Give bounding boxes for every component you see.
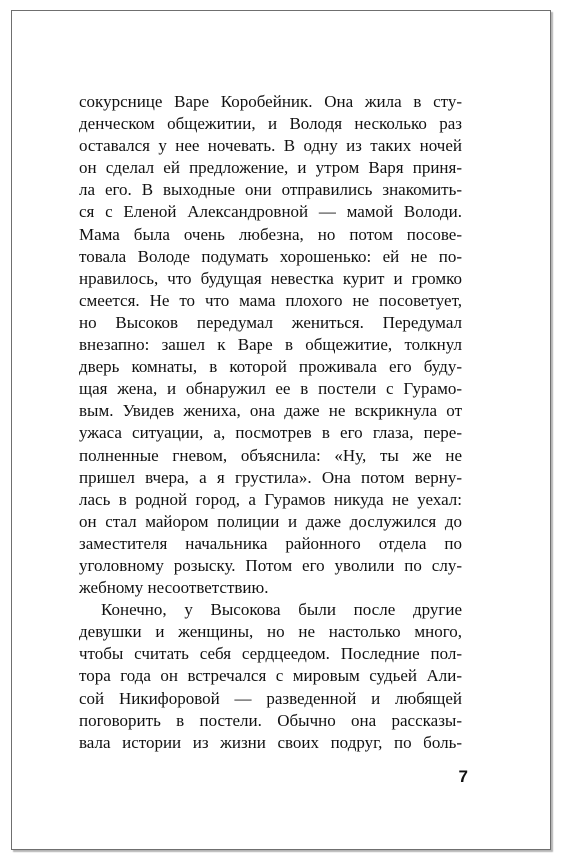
text-line: ла его. В выходные они отправились знакомить- [79, 180, 462, 200]
text-line: заместителя начальника районного отдела по [79, 533, 462, 553]
text-line: чтобы считать себя сердцеедом. Последние пол- [79, 644, 462, 664]
text-line: сой Никифоровой — разведенной и любящей [79, 688, 462, 708]
text-line: ся с Еленой Александровной — мамой Володи. [79, 202, 462, 222]
text-line: вала истории из жизни своих подруг, по боль- [79, 732, 462, 752]
text-line: пришел вчера, а я грустила». Она потом верну- [79, 467, 462, 487]
text-line: нравилось, что будущая невестка курит и громко [79, 268, 462, 288]
text-line: девушки и женщины, но не настолько много, [79, 622, 462, 642]
text-line: лась в родной город, а Гурамов никуда не уехал: [79, 489, 462, 509]
text-line: уголовному розыску. Потом его уволили по слу- [79, 555, 462, 575]
text-line: оставался у нее ночевать. В одну из таких ночей [79, 136, 462, 156]
text-line: поговорить в постели. Обычно она рассказы- [79, 710, 462, 730]
text-line: жебному несоответствию. [79, 578, 269, 598]
text-line: он стал майором полиции и даже дослужился до [79, 511, 462, 531]
text-line: дверь комнаты, в которой проживала его буду- [79, 357, 462, 377]
page-number: 7 [458, 767, 468, 786]
text-line: щая жена, и обнаружил ее в постели с Гурамо- [79, 379, 462, 399]
text-line: он сделал ей предложение, и утром Варя приня- [79, 158, 462, 178]
text-line: вым. Увидев жениха, она даже не вскрикнула от [79, 401, 462, 421]
text-line: Мама была очень любезна, но потом посове- [79, 224, 462, 244]
paragraph-2 [79, 599, 462, 754]
text-line: ужаса ситуации, а, посмотрев в его глаза, пере- [79, 423, 462, 443]
text-line: тора года он встречался с мировым судьей Али- [79, 666, 462, 686]
text-line: товала Володе подумать хорошенько: ей не по- [79, 246, 462, 266]
paragraph-1 [79, 91, 462, 599]
text-line: смеется. Не то что мама плохого не посоветует, [79, 290, 462, 310]
text-line: полненные гневом, объяснила: «Ну, ты же не [79, 445, 462, 465]
body-text [79, 91, 462, 754]
text-line: но Высоков передумал жениться. Передумал [79, 312, 462, 332]
text-line: Конечно, у Высокова были после другие [101, 600, 462, 620]
text-line: внезапно: зашел к Варе в общежитие, толкнул [79, 335, 462, 355]
text-line: сокурснице Варе Коробейник. Она жила в сту- [79, 92, 462, 111]
text-line: денческом общежитии, и Володя несколько раз [79, 114, 462, 134]
